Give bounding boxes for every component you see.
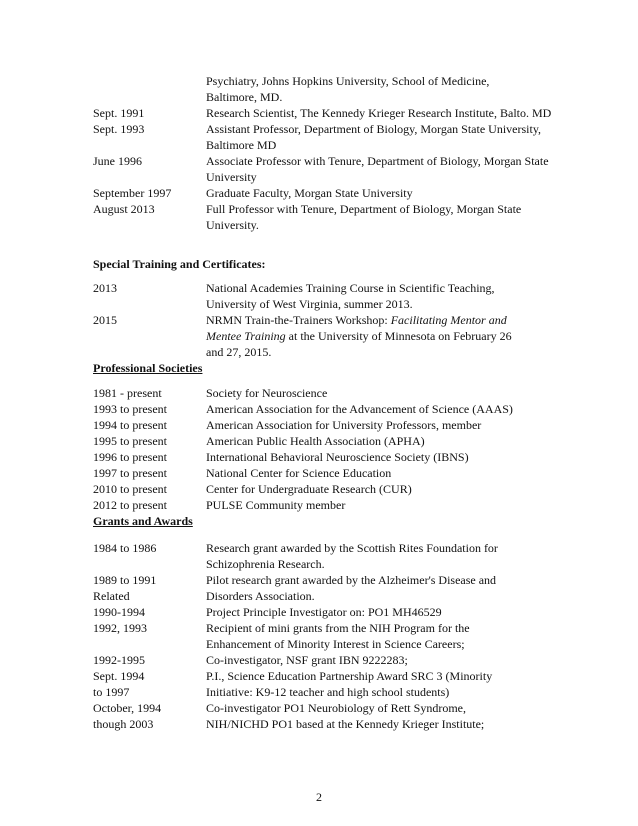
society-date: 1994 to present: [93, 418, 167, 432]
grant-text-line: Recipient of mini grants from the NIH Program for the: [206, 621, 470, 635]
society-name: PULSE Community member: [206, 498, 346, 512]
training-text-line: University of West Virginia, summer 2013.: [206, 297, 413, 311]
grant-date: 1992-1995: [93, 653, 145, 667]
training-text-line: and 27, 2015.: [206, 345, 272, 359]
employment-date: August 2013: [93, 202, 155, 216]
training-text-plain: at the University of Minnesota on February 26: [285, 329, 512, 343]
society-name: American Association for University Professors, member: [206, 418, 482, 432]
training-date: 2013: [93, 281, 117, 295]
society-name: Center for Undergraduate Research (CUR): [206, 482, 412, 496]
grant-date: Sept. 1994: [93, 669, 145, 683]
grant-text-line: Enhancement of Minority Interest in Science Careers;: [206, 637, 465, 651]
employment-date: Sept. 1991: [93, 106, 145, 120]
training-text-line: National Academies Training Course in Scientific Teaching,: [206, 281, 495, 295]
society-name: American Association for the Advancement of Science (AAAS): [206, 402, 513, 416]
training-text-line: [206, 328, 512, 344]
grant-date: 1992, 1993: [93, 621, 147, 635]
employment-text-line: Full Professor with Tenure, Department of Biology, Morgan State: [206, 202, 522, 216]
society-date: 1995 to present: [93, 434, 167, 448]
employment-text-line: Associate Professor with Tenure, Department of Biology, Morgan State: [206, 154, 549, 168]
employment-text-line: Baltimore MD: [206, 138, 277, 152]
training-text-italic: Facilitating Mentor and: [390, 313, 507, 327]
society-name: National Center for Science Education: [206, 466, 392, 480]
grant-text-line: Initiative: K9-12 teacher and high school students): [206, 685, 450, 699]
training-text-line: [206, 312, 507, 328]
grant-text-line: Co-investigator, NSF grant IBN 9222283;: [206, 653, 408, 667]
grant-text-line: Disorders Association.: [206, 589, 315, 603]
grant-date: October, 1994: [93, 701, 162, 715]
employment-text-line: Graduate Faculty, Morgan State University: [206, 186, 413, 200]
society-name: International Behavioral Neuroscience Society (IBNS): [206, 450, 469, 464]
society-date: 1981 - present: [93, 386, 162, 400]
employment-text-line: Research Scientist, The Kennedy Krieger Research Institute, Balto. MD: [206, 106, 552, 120]
grant-text-line: P.I., Science Education Partnership Award SRC 3 (Minority: [206, 669, 493, 683]
society-date: 1997 to present: [93, 466, 167, 480]
employment-date: September 1997: [93, 186, 172, 200]
grant-text-line: NIH/NICHD PO1 based at the Kennedy Krieger Institute;: [206, 717, 485, 731]
employment-date: Sept. 1993: [93, 122, 145, 136]
grant-text-line: Co-investigator PO1 Neurobiology of Rett Syndrome,: [206, 701, 466, 715]
society-date: 2012 to present: [93, 498, 167, 512]
employment-text-line: University.: [206, 218, 259, 232]
society-date: 1993 to present: [93, 402, 167, 416]
section-heading: Grants and Awards: [93, 514, 193, 528]
employment-text-line: Psychiatry, Johns Hopkins University, School of Medicine,: [206, 74, 490, 88]
grant-date: Related: [93, 589, 130, 603]
employment-date: June 1996: [93, 154, 142, 168]
society-date: 1996 to present: [93, 450, 167, 464]
grant-date: though 2003: [93, 717, 154, 731]
society-date: 2010 to present: [93, 482, 167, 496]
employment-text-line: Baltimore, MD.: [206, 90, 283, 104]
section-heading: Special Training and Certificates:: [93, 257, 266, 271]
grant-text-line: Project Principle Investigator on: PO1 MH46529: [206, 605, 442, 619]
grant-date: to 1997: [93, 685, 130, 699]
training-text-italic: Mentee Training: [206, 329, 286, 343]
society-name: American Public Health Association (APHA): [206, 434, 425, 448]
society-name: Society for Neuroscience: [206, 386, 328, 400]
grant-text-line: Pilot research grant awarded by the Alzheimer's Disease and: [206, 573, 497, 587]
page-number: 2: [316, 790, 322, 804]
section-heading: Professional Societies: [93, 361, 203, 375]
grant-date: 1984 to 1986: [93, 541, 157, 555]
grant-text-line: Schizophrenia Research.: [206, 557, 325, 571]
grant-date: 1990-1994: [93, 605, 145, 619]
grant-text-line: Research grant awarded by the Scottish Rites Foundation for: [206, 541, 498, 555]
employment-text-line: University: [206, 170, 257, 184]
grant-date: 1989 to 1991: [93, 573, 157, 587]
training-date: 2015: [93, 313, 117, 327]
employment-text-line: Assistant Professor, Department of Biology, Morgan State University,: [206, 122, 542, 136]
training-text-plain: NRMN Train-the-Trainers Workshop:: [206, 313, 391, 327]
